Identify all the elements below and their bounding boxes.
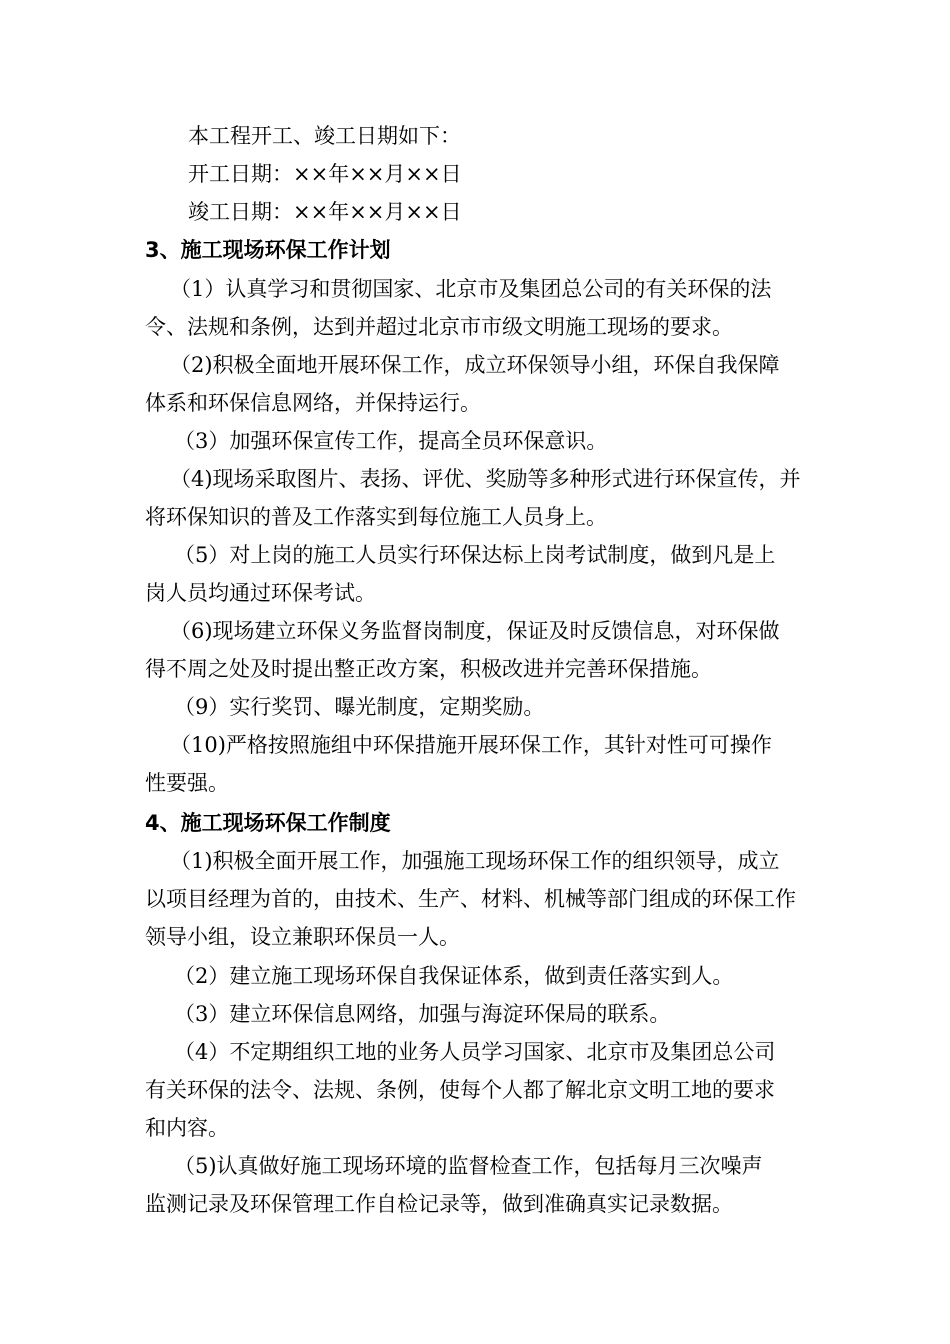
section-4-heading: 4、施工现场环保工作制度 [145,811,391,835]
section-3-item-6-line-1: （6)现场建立环保义务监督岗制度，保证及时反馈信息，对环保做 [170,619,780,643]
section-3-heading: 3、施工现场环保工作计划 [145,238,391,262]
section-3-item-4-line-2: 将环保知识的普及工作落实到每位施工人员身上。 [145,505,607,529]
section-4-item-4-line-3: 和内容。 [145,1116,229,1140]
section-4-item-4-line-1: （4）不定期组织工地的业务人员学习国家、北京市及集团总公司 [174,1040,776,1064]
section-4-item-1-line-3: 领导小组，设立兼职环保员一人。 [145,925,460,949]
section-3-item-2-line-2: 体系和环保信息网络，并保持运行。 [145,391,481,415]
section-4-item-3-line-1: （3）建立环保信息网络，加强与海淀环保局的联系。 [174,1002,671,1026]
section-4-item-4-line-2: 有关环保的法令、法规、条例，使每个人都了解北京文明工地的要求 [145,1078,775,1102]
section-3-item-4-line-1: （4)现场采取图片、表扬、评优、奖励等多种形式进行环保宣传，并 [170,467,801,491]
section-3-item-5-line-2: 岗人员均通过环保考试。 [145,581,376,605]
section-3-item-10-line-2: 性要强。 [145,771,229,795]
section-4-item-1-line-1: （1)积极全面开展工作，加强施工现场环保工作的组织领导，成立 [170,849,780,873]
section-4-item-1-line-2: 以项目经理为首的，由技术、生产、材料、机械等部门组成的环保工作 [145,887,796,911]
section-3-item-9-line-1: （9）实行奖罚、曝光制度，定期奖励。 [174,695,545,719]
section-4-item-5-line-2: 监测记录及环保管理工作自检记录等，做到准确真实记录数据。 [145,1192,733,1216]
section-3-item-1-line-2: 令、法规和条例，达到并超过北京市市级文明施工现场的要求。 [145,315,733,339]
section-3-item-2-line-1: （2)积极全面地开展环保工作，成立环保领导小组，环保自我保障 [170,353,780,377]
section-4-item-2-line-1: （2）建立施工现场环保自我保证体系，做到责任落实到人。 [174,964,734,988]
section-3-item-5-line-1: （5）对上岗的施工人员实行环保达标上岗考试制度，做到凡是上 [174,543,776,567]
intro-line-1: 本工程开工、竣工日期如下： [188,124,461,148]
intro-line-2: 开工日期：××年××月××日 [188,162,462,186]
section-3-item-1-line-1: （1）认真学习和贯彻国家、北京市及集团总公司的有关环保的法 [170,277,772,301]
section-3-item-10-line-1: （10)严格按照施组中环保措施开展环保工作，其针对性可可操作 [170,733,772,757]
section-3-item-6-line-2: 得不周之处及时提出整正改方案，积极改进并完善环保措施。 [145,657,712,681]
section-3-item-3-line-1: （3）加强环保宣传工作，提高全员环保意识。 [174,429,608,453]
intro-line-3: 竣工日期：××年××月××日 [188,200,462,224]
section-4-item-5-line-1: （5)认真做好施工现场环境的监督检查工作，包括每月三次噪声 [174,1154,763,1178]
